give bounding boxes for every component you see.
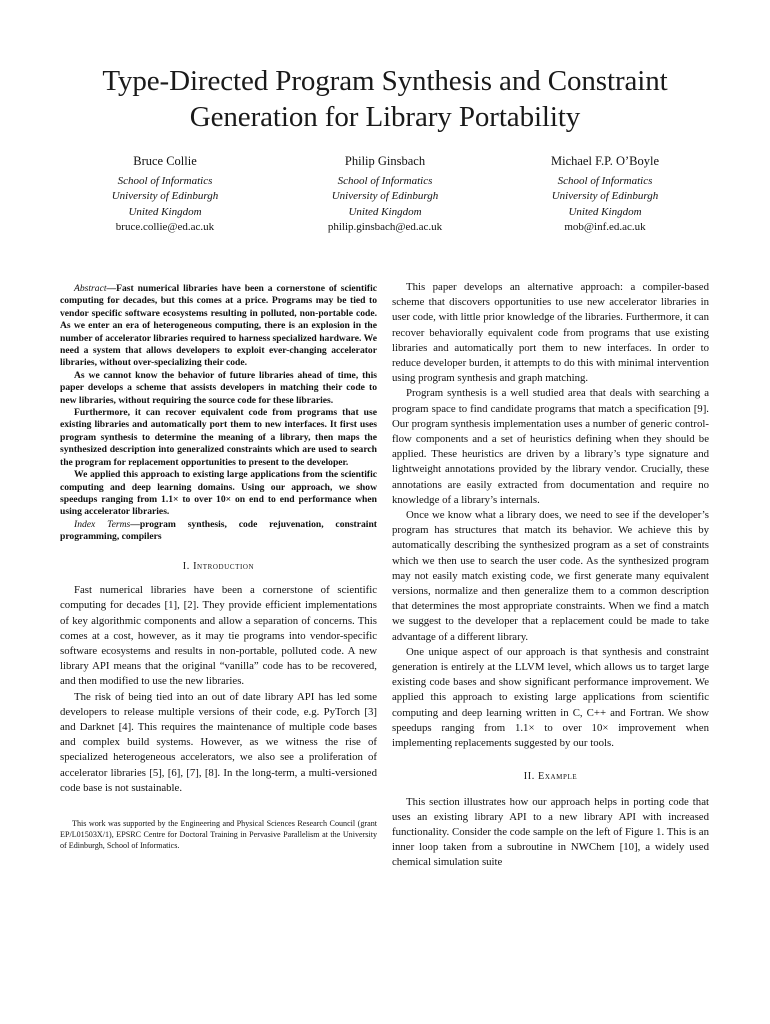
author-email: mob@inf.ed.ac.uk <box>564 221 646 233</box>
author-1 <box>60 154 270 236</box>
body-paragraph: One unique aspect of our approach is that synthesis and constraint generation is entirely at the LLVM level, which allows us to target large existing code bases and show significant performance improvement. We applied this approach to existing large applications from scientific computing and deep learning written in C, C++ and Fortran. We show speedups ranging from 1.1× to over 10× improvement when implementing replacements suggested by our tools. <box>392 645 709 750</box>
index-terms-text: —program synthesis, code rejuvenation, constraint programming, compilers <box>60 518 378 543</box>
body-paragraph: Once we know what a library does, we need to see if the developer’s program has structures that match its behavior. We achieve this by automatically describing the synthesized program as a set of constraints which we then use to search the user code. As the synthesized program may not easily match existing code, we first generate many equivalent versions, normalize and then generalize them to a common description that determines the most appropriate constraints. When we find a match we suggest to the developer that a replacement could be made to take advantage of a different library. <box>392 509 709 643</box>
section-heading-introduction <box>60 560 377 574</box>
abstract-paragraph: Furthermore, it can recover equivalent code from programs that use existing libraries and automatically port them to new interfaces. It first uses program synthesis to determine the meaning of a library, then maps the synthesized description into generalized constraints which are used to search the program for replacement opportunities to present to the developer. <box>60 407 377 468</box>
author-name: Michael F.P. O’Boyle <box>550 154 660 168</box>
section-heading-example <box>392 769 709 784</box>
body-paragraph: Program synthesis is a well studied area that deals with searching a program space to find candidate programs that match a specification [9]. Our program synthesis implementation uses a number of generic control-flow components and a set of heuristics defining when they should be applied. These heuristics are driven by a library’s type signature and lightweight annotations provided by the library vendor. Crucially, these annotations are easily extracted from documentation and require no knowledge of a library’s internals. <box>392 387 709 506</box>
abstract-paragraph: We applied this approach to existing large applications from the scientific computing and deep learning domains. Using our approach, we show speedups ranging from 1.1× to over 10× on end to end performance when using accelerator libraries. <box>60 469 377 518</box>
section-number: II. <box>523 771 539 783</box>
index-terms <box>60 519 377 544</box>
paper-title: Type-Directed Program Synthesis and Constraint Generation for Library Portability <box>102 65 668 133</box>
body-paragraph: The risk of being tied into an out of date library API has led some developers to release multiple versions of their code, e.g. PyTorch [3] and Darknet [4]. This requires the maintenance of multiple code bases and complex build systems. However, as we witness the rise of specialized heterogeneous accelerators, we also see a proliferation of accelerator libraries [5], [6], [7], [8]. In the long-term, a multi-versioned code base is not sustainable. <box>60 690 377 794</box>
author-univ: University of Edinburgh <box>551 190 659 202</box>
author-name: Bruce Collie <box>133 154 197 168</box>
section-title: Example <box>538 771 578 783</box>
abstract-paragraph <box>60 283 377 370</box>
author-dept: School of Informatics <box>337 174 433 187</box>
funding-footnote: This work was supported by the Engineering and Physical Sciences Research Council (grant EP/L01503X/1), EPSRC Centre for Doctoral Training in Pervasive Parallelism at the University of Edinburgh, School of Informatics. <box>60 818 377 850</box>
abstract-text: —Fast numerical libraries have been a cornerstone of scientific computing for decades, but this comes at a price. Programs may be tied to vendor specific software ecosystems resulting in polluted, non-portable code. As we enter an era of heterogeneous computing, there is an explosion in the number of accelerator libraries required to harness specialized hardware. We need a system that allows developers to exploit ever-changing accelerator libraries, without over-specializing their code. <box>60 283 377 369</box>
author-country: United Kingdom <box>348 205 422 218</box>
body-paragraph: This section illustrates how our approach helps in porting code that uses an existing library API to a new library API with increased functionality. Consider the code sample on the left of Figure 1. This is an inner loop taken from a subroutine in NWChem [10], a widely used chemical simulation suite <box>392 795 709 869</box>
author-univ: University of Edinburgh <box>331 190 439 202</box>
section-number: I. <box>182 560 194 572</box>
author-univ: University of Edinburgh <box>111 190 219 202</box>
abstract-label: Abstract <box>74 283 107 294</box>
abstract <box>60 283 377 544</box>
author-block <box>60 154 710 236</box>
body-paragraph: This paper develops an alternative approach: a compiler-based scheme that discovers opportunities to use new accelerator libraries in user code, with little prior knowledge of the libraries. Furthermore, it can recover behaviorally equivalent code from programs that use existing libraries and automatically port them to new interfaces. In order to reduce developer burden, it attempts to do this with minimal intervention using program synthesis and graph matching. <box>392 281 709 385</box>
author-country: United Kingdom <box>568 205 642 218</box>
section-title: Introduction <box>193 560 255 572</box>
index-terms-label: Index Terms <box>74 518 131 530</box>
author-2 <box>280 154 490 236</box>
author-email: philip.ginsbach@ed.ac.uk <box>327 221 443 233</box>
author-country: United Kingdom <box>128 205 202 218</box>
author-name: Philip Ginsbach <box>344 154 426 168</box>
author-dept: School of Informatics <box>557 174 653 187</box>
left-column <box>60 283 377 851</box>
author-email: bruce.collie@ed.ac.uk <box>115 221 215 233</box>
abstract-paragraph: As we cannot know the behavior of future libraries ahead of time, this paper develops a scheme that assists developers in matching their code to new libraries, without requiring the source code for these libraries. <box>60 369 377 406</box>
body-paragraph: Fast numerical libraries have been a cornerstone of scientific computing for decades [1], [2]. They provide efficient implementations of key algorithmic components and allow a separation of concerns. This comes at a cost, however, as it may tie programs into vendor-specific software ecosystems and results in non-portable, polluted code. A new library API means that the original “vanilla” code has to be recovered, and then modified to use the new libraries. <box>60 584 377 688</box>
author-3 <box>500 154 710 236</box>
right-column <box>392 280 709 871</box>
author-dept: School of Informatics <box>117 174 213 187</box>
